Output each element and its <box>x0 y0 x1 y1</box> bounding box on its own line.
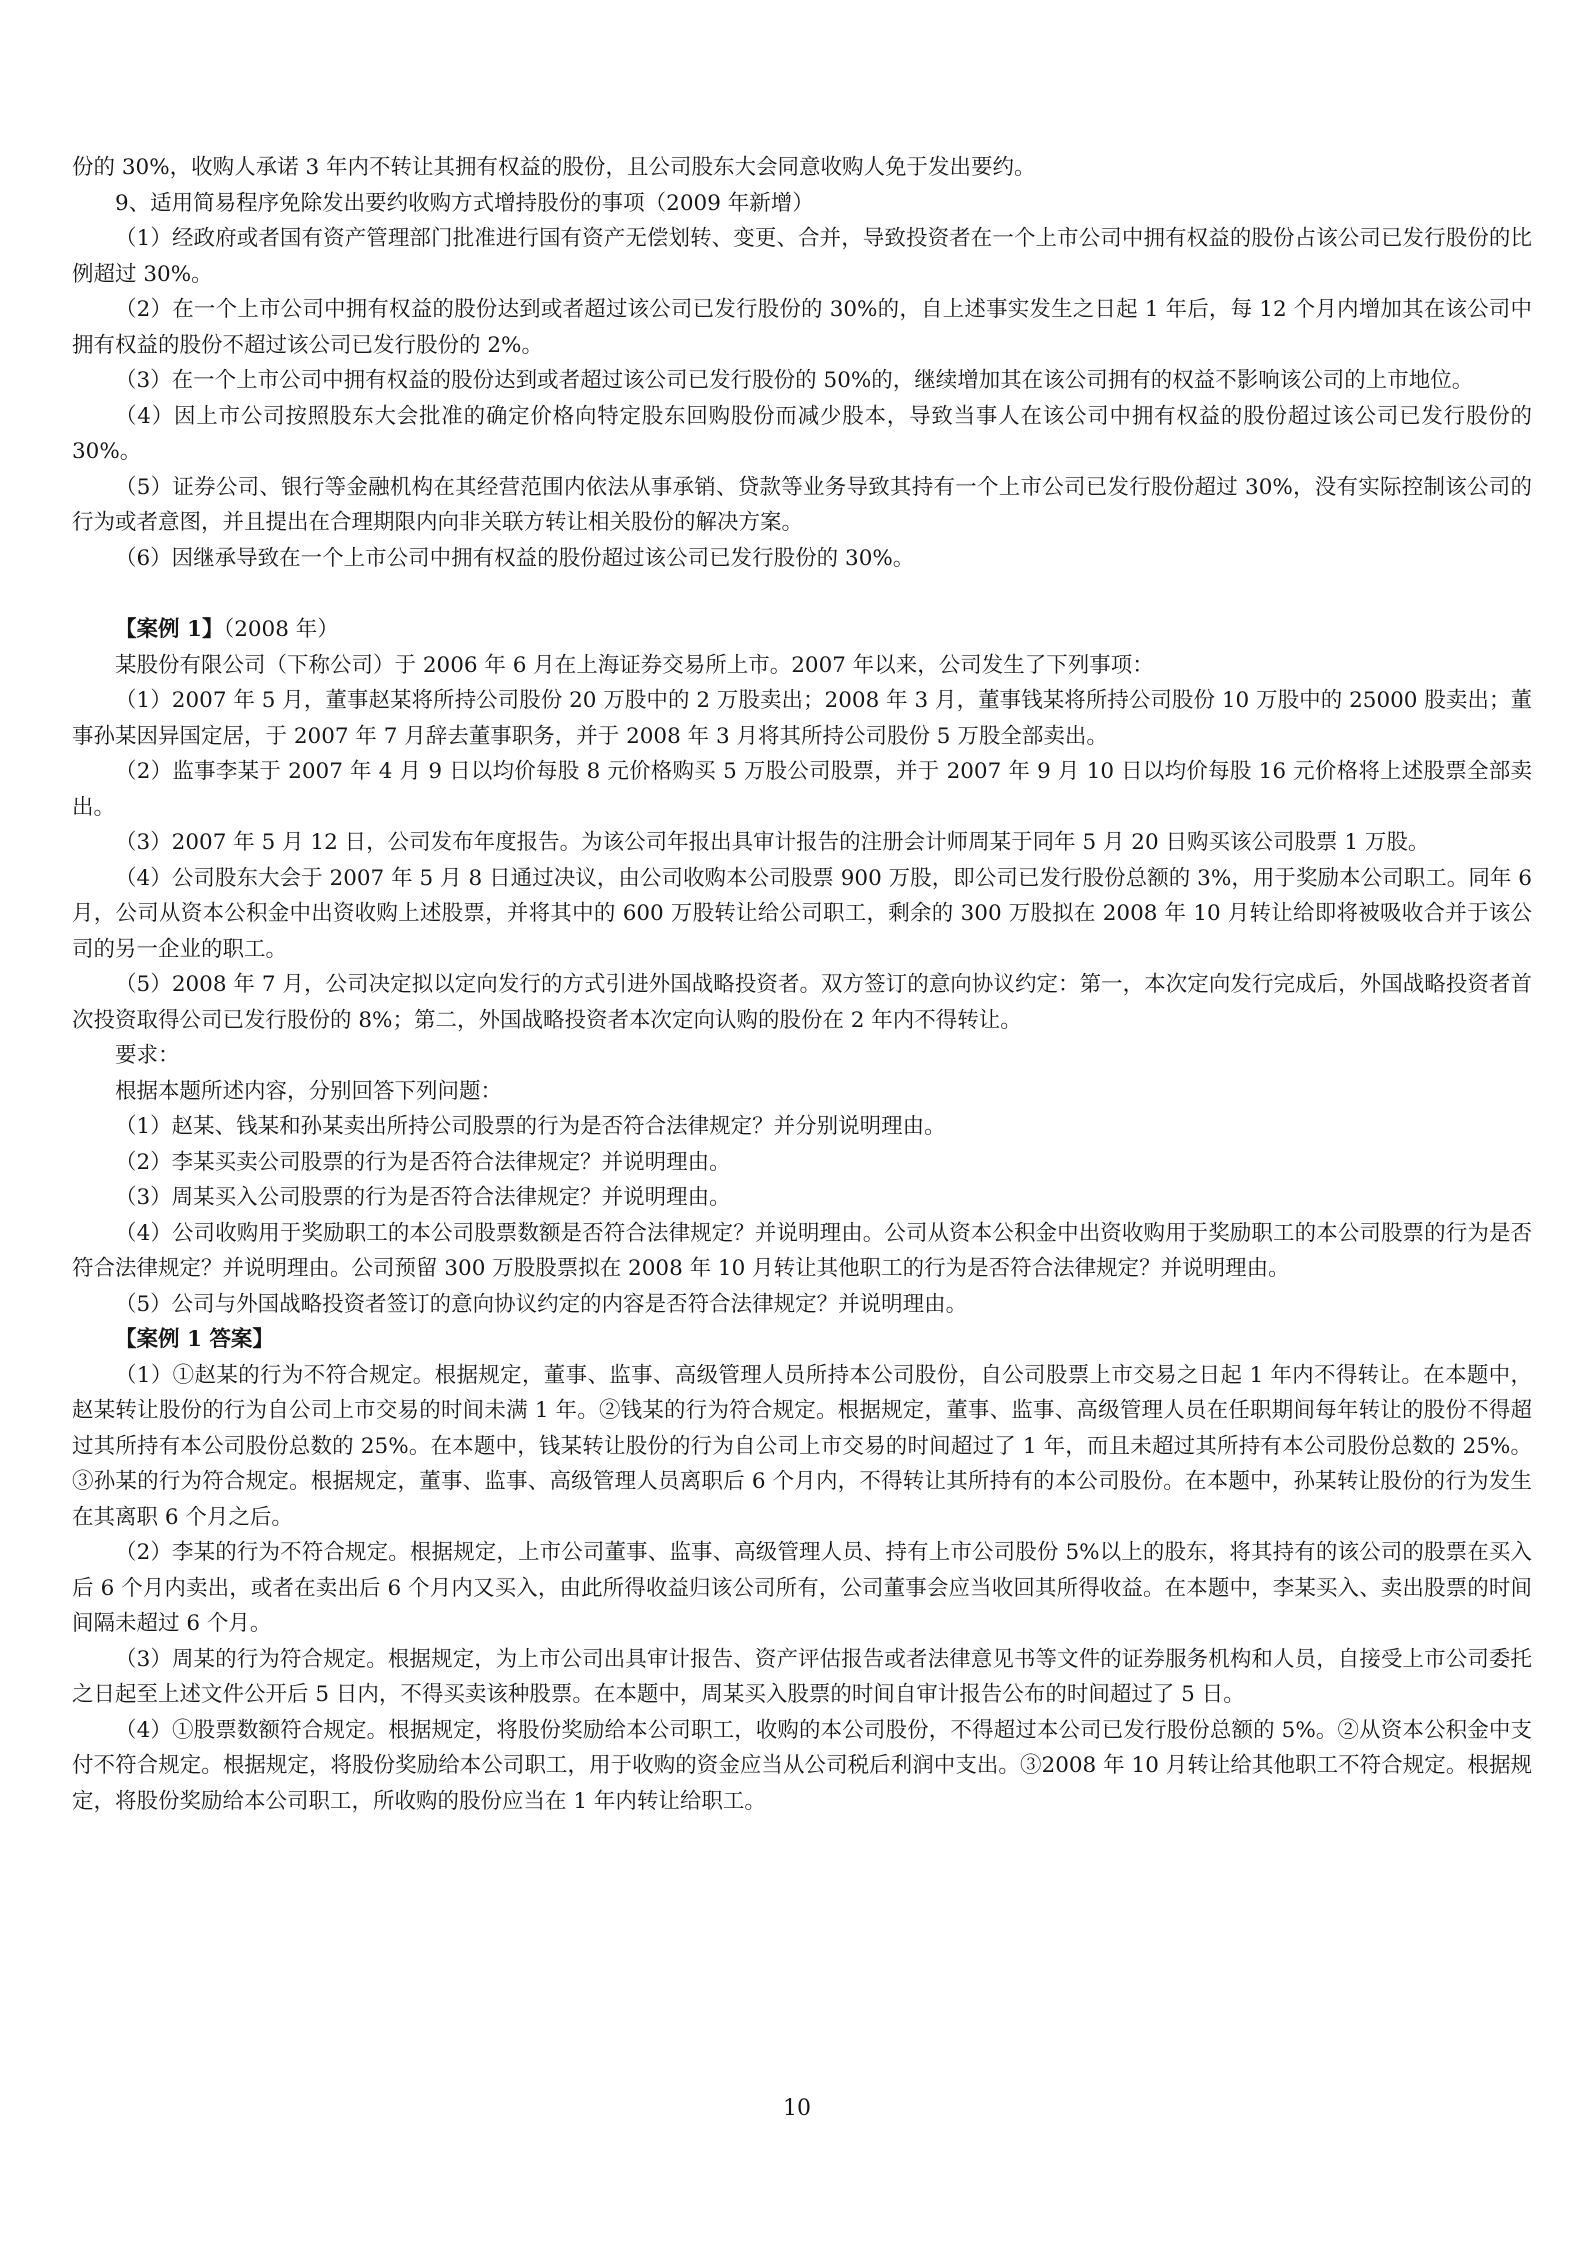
case-year: （2008 年） <box>223 617 339 642</box>
list-item: （3）在一个上市公司中拥有权益的股份达到或者超过该公司已发行股份的 50%的，继续增加其在该公司拥有的权益不影响该公司的上市地位。 <box>115 368 1474 393</box>
requirement-intro: 根据本题所述内容，分别回答下列问题： <box>115 1078 503 1104</box>
document-page <box>72 150 1532 1819</box>
answer-item: （3）周某的行为符合规定。根据规定，为上市公司出具审计报告、资产评估报告或者法律意见书等文件的证券服务机构和人员，自接受上市公司委托之日起至上述文件公开后 5 日内，不得买卖该种股票。在本题中，周某买入股票的时间自审计报告公布的时间超过了 5 日。 <box>72 1646 1532 1707</box>
list-item: （6）因继承导致在一个上市公司中拥有权益的股份超过该公司已发行股份的 30%。 <box>115 545 915 571</box>
question: （1）赵某、钱某和孙某卖出所持公司股票的行为是否符合法律规定？并分别说明理由。 <box>115 1114 946 1139</box>
list-item: （1）经政府或者国有资产管理部门批准进行国有资产无偿划转、变更、合并，导致投资者在一个上市公司中拥有权益的股份占该公司已发行股份的比例超过 30%。 <box>72 226 1532 287</box>
case-fact: （2）监事李某于 2007 年 4 月 9 日以均价每股 8 元价格购买 5 万股公司股票，并于 2007 年 9 月 10 日以均价每股 16 元价格将上述股票全部卖出。 <box>72 759 1532 820</box>
continuation-text: 份的 30%，收购人承诺 3 年内不转让其拥有权益的股份，且公司股东大会同意收购人免于发出要约。 <box>72 155 1036 180</box>
case-fact: （3）2007 年 5 月 12 日，公司发布年度报告。为该公司年报出具审计报告的注册会计师周某于同年 5 月 20 日购买该公司股票 1 万股。 <box>115 830 1430 855</box>
question: （3）周某买入公司股票的行为是否符合法律规定？并说明理由。 <box>115 1185 731 1210</box>
list-item: （5）证券公司、银行等金融机构在其经营范围内依法从事承销、贷款等业务导致其持有一个上市公司已发行股份超过 30%，没有实际控制该公司的行为或者意图，并且提出在合理期限内向非关联方转让相关股份的解决方案。 <box>72 474 1532 535</box>
case-fact: （1）2007 年 5 月，董事赵某将所持公司股份 20 万股中的 2 万股卖出；2008 年 3 月，董事钱某将所持公司股份 10 万股中的 25000 股卖出；董事孙某因异国定居，于 2007 年 7 月辞去董事职务，并于 2008 年 3 月将其所持公司股份 5 万股全部卖出。 <box>72 688 1532 749</box>
answer-item: （2）李某的行为不符合规定。根据规定，上市公司董事、监事、高级管理人员、持有上市公司股份 5%以上的股东，将其持有的该公司的股票在买入后 6 个月内卖出，或者在卖出后 6 个月内又买入，由此所得收益归该公司所有，公司董事会应当收回其所得收益。在本题中，李某买入、卖出股票的时间间隔未超过 6 个月。 <box>72 1540 1532 1636</box>
requirement-label: 要求： <box>115 1043 180 1068</box>
case-fact: （4）公司股东大会于 2007 年 5 月 8 日通过决议，由公司收购本公司股票 900 万股，即公司已发行股份总额的 3%，用于奖励本公司职工。同年 6 月，公司从资本公积金中出资收购上述股票，并将其中的 600 万股转让给公司职工，剩余的 300 万股拟在 2008 年 10 月转让给即将被吸收合并于该公司的另一企业的职工。 <box>72 865 1532 962</box>
case-intro: 某股份有限公司（下称公司）于 2006 年 6 月在上海证券交易所上市。2007 年以来，公司发生了下列事项： <box>115 652 1154 678</box>
case-title <box>72 612 1532 648</box>
question: （4）公司收购用于奖励职工的本公司股票数额是否符合法律规定？并说明理由。公司从资本公积金中出资收购用于奖励职工的本公司股票的行为是否符合法律规定？并说明理由。公司预留 300 万股股票拟在 2008 年 10 月转让其他职工的行为是否符合法律规定？并说明理由。 <box>72 1220 1532 1281</box>
question: （2）李某买卖公司股票的行为是否符合法律规定？并说明理由。 <box>115 1149 731 1175</box>
case-title-label: 【案例 1】 <box>115 617 224 642</box>
list-item: （2）在一个上市公司中拥有权益的股份达到或者超过该公司已发行股份的 30%的，自上述事实发生之日起 1 年后，每 12 个月内增加其在该公司中拥有权益的股份不超过该公司已发行股份的 2%。 <box>72 297 1532 358</box>
answer-item: （4）①股票数额符合规定。根据规定，将股份奖励给本公司职工，收购的本公司股份，不得超过本公司已发行股份总额的 5%。②从资本公积金中支付不符合规定。根据规定，将股份奖励给本公司职工，用于收购的资金应当从公司税后利润中支出。③2008 年 10 月转让给其他职工不符合规定。根据规定，将股份奖励给本公司职工，所收购的股份应当在 1 年内转让给职工。 <box>72 1717 1532 1814</box>
question: （5）公司与外国战略投资者签订的意向协议约定的内容是否符合法律规定？并说明理由。 <box>115 1291 968 1317</box>
page-number: 10 <box>783 2096 811 2121</box>
answer-title: 【案例 1 答案】 <box>115 1327 274 1352</box>
section-heading: 9、适用简易程序免除发出要约收购方式增持股份的事项（2009 年新增） <box>115 190 814 216</box>
list-item: （4）因上市公司按照股东大会批准的确定价格向特定股东回购股份而减少股本，导致当事人在该公司中拥有权益的股份超过该公司已发行股份的 30%。 <box>72 403 1532 464</box>
answer-item: （1）①赵某的行为不符合规定。根据规定，董事、监事、高级管理人员所持本公司股份，自公司股票上市交易之日起 1 年内不得转让。在本题中，赵某转让股份的行为自公司上市交易的时间未满 1 年。②钱某的行为符合规定。根据规定，董事、监事、高级管理人员在任职期间每年转让的股份不得超过其所持有本公司股份总数的 25%。在本题中，钱某转让股份的行为自公司上市交易的时间超过了 1 年，而且未超过其所持有本公司股份总数的 25%。③孙某的行为符合规定。根据规定，董事、监事、高级管理人员离职后 6 个月内，不得转让其所持有的本公司股份。在本题中，孙某转让股份的行为发生在其离职 6 个月之后。 <box>72 1362 1532 1530</box>
case-fact: （5）2008 年 7 月，公司决定拟以定向发行的方式引进外国战略投资者。双方签订的意向协议约定：第一，本次定向发行完成后，外国战略投资者首次投资取得公司已发行股份的 8%；第二，外国战略投资者本次定向认购的股份在 2 年内不得转让。 <box>72 972 1532 1033</box>
